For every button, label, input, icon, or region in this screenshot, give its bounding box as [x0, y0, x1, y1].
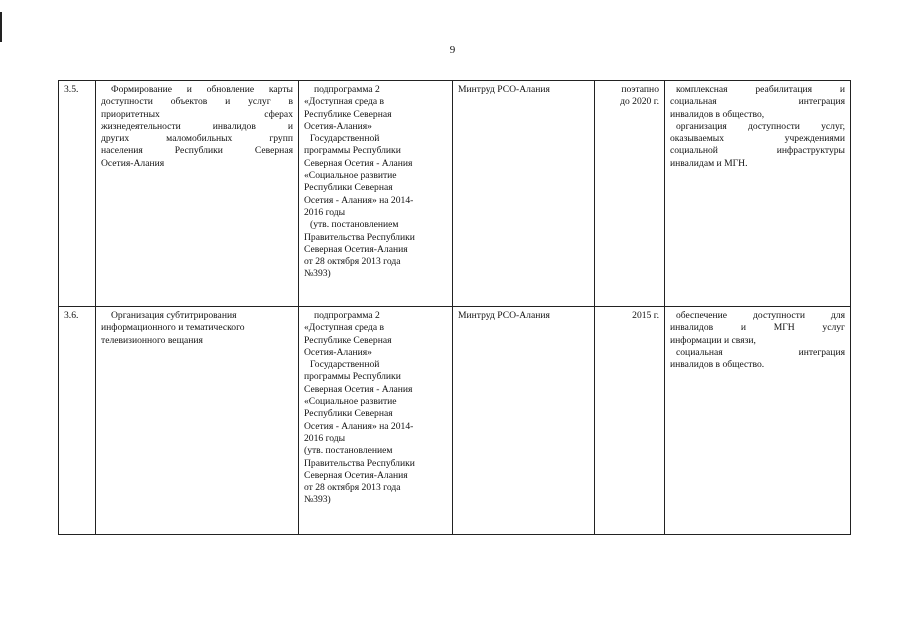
text-line: населения Республики Северная [101, 145, 293, 157]
text-line: Республике Северная [304, 334, 392, 346]
page-number: 9 [449, 44, 456, 56]
text-line: оказываемых учреждениями [670, 133, 845, 145]
program-reference [299, 307, 453, 535]
text-line: инвалидов в общество. [670, 359, 765, 371]
text-line: №393) [304, 494, 331, 506]
text-line: до 2020 г. [620, 96, 659, 108]
activities-table [58, 80, 851, 535]
text-line: Северная Осетия - Алания [304, 383, 413, 395]
text-line: от 28 октября 2013 года [304, 256, 401, 268]
text-line: обеспечение доступности для [676, 310, 845, 321]
executor: Минтруд РСО-Алания [453, 81, 595, 307]
text-line: «Доступная среда в [304, 96, 385, 108]
text-line: социальная интеграция [676, 346, 845, 358]
text-line: «Социальное развитие [304, 170, 397, 182]
text-line: подпрограмма 2 [314, 310, 380, 321]
text-line: жизнедеятельности инвалидов и [101, 120, 293, 132]
text-line: Формирование и обновление карты [111, 84, 293, 95]
text-line: Организация субтитрирования [111, 310, 237, 321]
text-line: социальная интеграция [670, 96, 845, 108]
text-line: Северная Осетия-Алания [304, 243, 408, 255]
expected-result [665, 81, 851, 307]
text-line: комплексная реабилитация и [676, 84, 845, 95]
text-line: Осетия-Алания [101, 157, 165, 169]
text-line: организация доступности услуг, [676, 120, 845, 132]
text-line: информации и связи, [670, 334, 756, 346]
text-line: Правительства Республики [304, 457, 415, 469]
program-reference [299, 81, 453, 307]
text-line: других маломобильных групп [101, 133, 293, 145]
text-line: «Доступная среда в [304, 322, 385, 334]
text-line: информационного и тематического [101, 322, 245, 334]
text-line: программы Республики [304, 145, 401, 157]
text-line: №393) [304, 268, 331, 280]
executor: Минтруд РСО-Алания [453, 307, 595, 535]
text-line: Республике Северная [304, 108, 392, 120]
text-line: поэтапно [621, 84, 659, 95]
text-line: Государственной [310, 133, 380, 145]
deadline [595, 81, 665, 307]
text-line: приоритетных сферах [101, 108, 293, 120]
text-line: Северная Осетия-Алания [304, 469, 408, 481]
activity-title [96, 81, 299, 307]
text-line: Государственной [310, 359, 380, 371]
text-line: инвалидам и МГН. [670, 157, 748, 169]
text-line: программы Республики [304, 371, 401, 383]
text-line: 2015 г. [632, 310, 659, 321]
text-line: «Социальное развитие [304, 396, 397, 408]
text-line: доступности объектов и услуг в [101, 96, 293, 108]
text-line: (утв. постановлением [310, 219, 399, 231]
activity-title [96, 307, 299, 535]
text-line: Осетия - Алания» на 2014- [304, 194, 414, 206]
text-line: подпрограмма 2 [314, 84, 380, 95]
expected-result [665, 307, 851, 535]
text-line: 2016 годы [304, 432, 346, 444]
text-line: телевизионного вещания [101, 334, 203, 346]
text-line: 2016 годы [304, 206, 346, 218]
text-line: Правительства Республики [304, 231, 415, 243]
text-line: (утв. постановлением [304, 445, 393, 457]
text-line: Осетия-Алания» [304, 346, 372, 358]
text-line: Осетия-Алания» [304, 120, 372, 132]
item-number: 3.6. [59, 307, 96, 535]
text-line: инвалидов в общество, [670, 108, 765, 120]
table-row [59, 307, 851, 535]
text-line: социальной инфраструктуры [670, 145, 845, 157]
deadline [595, 307, 665, 535]
scan-edge-mark [0, 12, 2, 42]
text-line: от 28 октября 2013 года [304, 482, 401, 494]
text-line: Республики Северная [304, 408, 393, 420]
item-number: 3.5. [59, 81, 96, 307]
text-line: Северная Осетия - Алания [304, 157, 413, 169]
text-line: Республики Северная [304, 182, 393, 194]
text-line: Осетия - Алания» на 2014- [304, 420, 414, 432]
text-line: инвалидов и МГН услуг [670, 322, 845, 334]
table-row [59, 81, 851, 307]
